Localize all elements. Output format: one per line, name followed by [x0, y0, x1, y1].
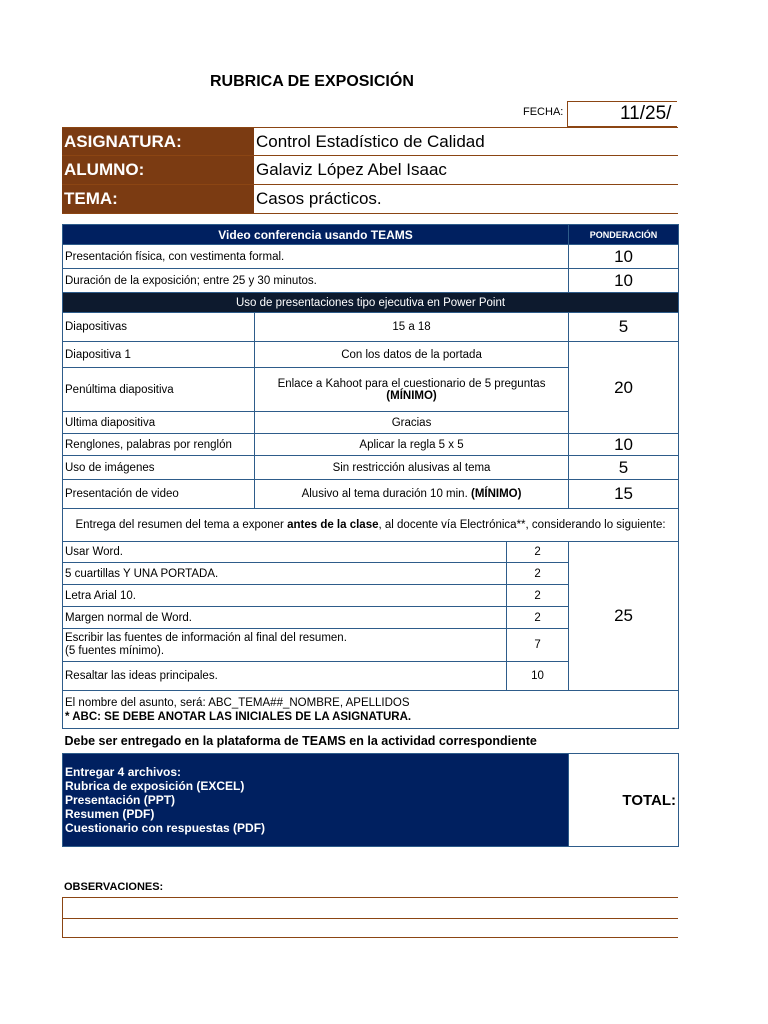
row-desc: Aplicar la regla 5 x 5: [255, 434, 569, 456]
item-label: Usar Word.: [63, 542, 507, 563]
table-row: [63, 434, 679, 456]
row-label: Diapositivas: [63, 313, 255, 342]
alumno-label: ALUMNO:: [62, 156, 254, 184]
row-label: Uso de imágenes: [63, 456, 255, 480]
row-desc: Con los datos de la portada: [255, 342, 569, 368]
asunto-text: [63, 691, 679, 729]
row-label: Penúltima diapositiva: [63, 368, 255, 412]
row-label: Presentación física, con vestimenta formal.: [63, 245, 569, 269]
table-row: [63, 342, 679, 368]
row-desc: Gracias: [255, 412, 569, 434]
archivos-item: Entregar 4 archivos:: [65, 765, 182, 779]
row-desc: [255, 368, 569, 412]
archivos-item: Presentación (PPT): [65, 793, 176, 807]
fecha-value: 11/25/: [620, 103, 672, 124]
table-row: [63, 456, 679, 480]
teams-row: [63, 729, 679, 754]
entrega-post: , al docente vía Electrónica**, considerando lo siguiente:: [378, 519, 666, 531]
fecha-label: FECHA:: [523, 106, 564, 118]
rubric-header: [63, 225, 679, 245]
archivos-item: Rubrica de exposición (EXCEL): [65, 779, 245, 793]
row-label: Presentación de video: [63, 480, 255, 509]
teams-note: Debe ser entregado en la plataforma de TEAMS en la actividad correspondiente: [63, 729, 679, 754]
item-label-line2: (5 fuentes mínimo).: [65, 645, 165, 657]
item-points: 2: [507, 542, 569, 563]
asignatura-value[interactable]: Control Estadístico de Calidad: [256, 132, 485, 151]
alumno-value[interactable]: Galaviz López Abel Isaac: [256, 160, 447, 179]
row-desc-bold: (MÍNIMO): [470, 488, 522, 500]
info-row-tema: [62, 185, 678, 214]
archivos-item: Cuestionario con respuestas (PDF): [65, 821, 266, 835]
row-score[interactable]: 20: [569, 342, 679, 434]
info-row-asignatura: [62, 127, 678, 156]
item-points: 2: [507, 607, 569, 629]
row-score[interactable]: 5: [569, 313, 679, 342]
ponderacion-header: PONDERACIÓN: [569, 225, 679, 245]
asunto-line1: El nombre del asunto, será: ABC_TEMA##_NOMBRE, APELLIDOS: [65, 696, 410, 709]
item-points: 2: [507, 585, 569, 607]
row-label: Ultima diapositiva: [63, 412, 255, 434]
asignatura-label: ASIGNATURA:: [62, 128, 254, 155]
table-row: [63, 269, 679, 293]
row-score[interactable]: 10: [569, 245, 679, 269]
item-label: 5 cuartillas Y UNA PORTADA.: [63, 563, 507, 585]
item-label: Letra Arial 10.: [63, 585, 507, 607]
row-desc: Sin restricción alusivas al tema: [255, 456, 569, 480]
total-label: TOTAL:: [569, 754, 679, 847]
archivos-row: [63, 754, 679, 847]
entrega-pre: Entrega del resumen del tema a exponer: [75, 519, 288, 531]
item-points: 10: [507, 662, 569, 691]
item-label: Margen normal de Word.: [63, 607, 507, 629]
entrega-text: [63, 509, 679, 542]
page-title: RUBRICA DE EXPOSICIÓN: [210, 73, 414, 90]
section-header: [63, 293, 679, 313]
row-desc-bold: (MÍNIMO): [386, 389, 437, 402]
row-desc-text: Alusivo al tema duración 10 min.: [301, 488, 468, 500]
rubric-table: [62, 224, 679, 847]
info-block: [62, 127, 678, 214]
row-label: Renglones, palabras por renglón: [63, 434, 255, 456]
row-desc: [255, 480, 569, 509]
rubric-header-title: Video conferencia usando TEAMS: [63, 225, 569, 245]
table-row: [63, 480, 679, 509]
archivos-list: [63, 754, 569, 847]
observaciones-divider: [62, 918, 678, 919]
asunto-line2: * ABC: SE DEBE ANOTAR LAS INICIALES DE LA ASIGNATURA.: [65, 710, 412, 723]
row-desc: 15 a 18: [255, 313, 569, 342]
tema-label: TEMA:: [62, 185, 254, 213]
entrega-row: [63, 509, 679, 542]
row-score[interactable]: 15: [569, 480, 679, 509]
item-points: 7: [507, 629, 569, 662]
item-label-line1: Escribir las fuentes de información al final del resumen.: [65, 632, 347, 644]
archivos-item: Resumen (PDF): [65, 807, 155, 821]
row-score[interactable]: 10: [569, 434, 679, 456]
asunto-row: [63, 691, 679, 729]
row-desc-text: Enlace a Kahoot para el cuestionario de 5 preguntas: [277, 377, 546, 390]
items-score[interactable]: 25: [569, 542, 679, 691]
info-row-alumno: [62, 156, 678, 185]
row-label: Diapositiva 1: [63, 342, 255, 368]
row-score[interactable]: 5: [569, 456, 679, 480]
item-label: Resaltar las ideas principales.: [63, 662, 507, 691]
table-row: [63, 313, 679, 342]
entrega-bold: antes de la clase: [287, 519, 379, 531]
section-title: Uso de presentaciones tipo ejecutiva en Power Point: [63, 293, 679, 313]
observaciones-label: OBSERVACIONES:: [64, 881, 164, 893]
table-row: [63, 245, 679, 269]
row-score[interactable]: 10: [569, 269, 679, 293]
row-label: Duración de la exposición; entre 25 y 30 minutos.: [63, 269, 569, 293]
item-points: 2: [507, 563, 569, 585]
item-label: [63, 629, 507, 662]
tema-value[interactable]: Casos prácticos.: [256, 189, 382, 208]
list-item: [63, 542, 679, 563]
